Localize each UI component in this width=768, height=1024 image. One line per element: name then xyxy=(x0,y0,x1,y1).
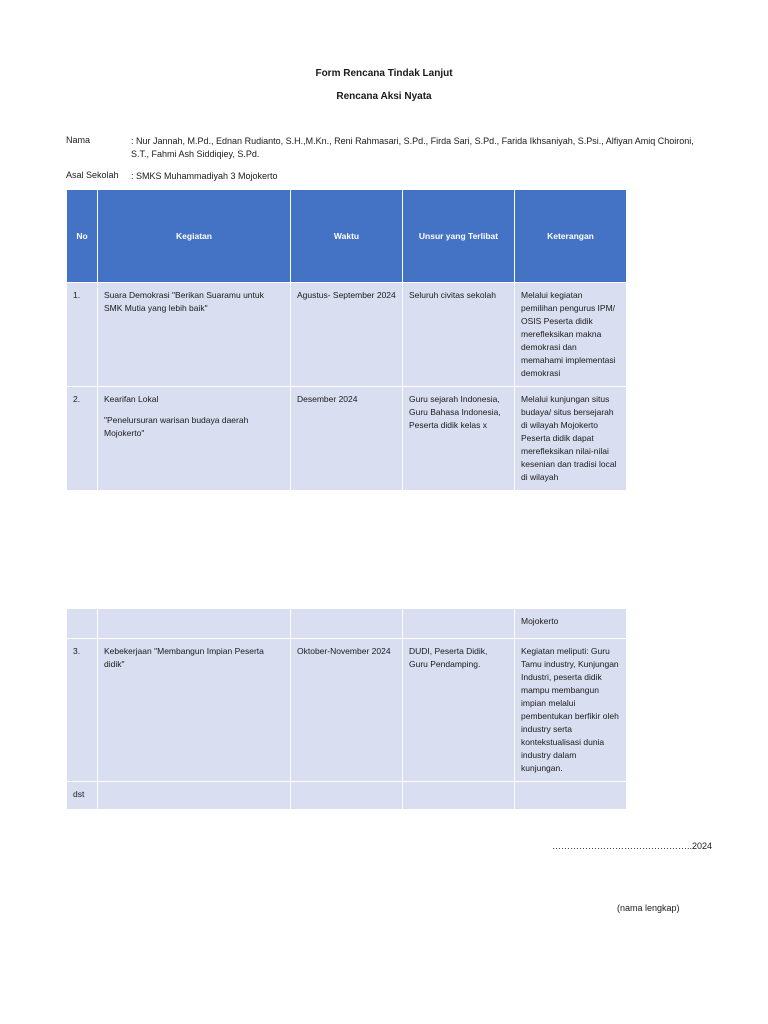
cell-kegiatan: Suara Demokrasi "Berikan Suaramu untuk SMK Mutia yang lebih baik" xyxy=(98,283,291,387)
header-waktu: Waktu xyxy=(291,190,403,283)
action-plan-table xyxy=(66,189,627,491)
table-header-row xyxy=(67,190,627,283)
table-row xyxy=(67,283,627,387)
cell-waktu xyxy=(291,782,403,810)
form-subtitle: Rencana Aksi Nyata xyxy=(336,91,432,102)
cell-unsur: Guru sejarah Indonesia, Guru Bahasa Indonesia, Peserta didik kelas x xyxy=(403,387,515,491)
form-title: Form Rencana Tindak Lanjut xyxy=(315,68,453,79)
nama-label: Nama xyxy=(66,135,91,145)
table-row xyxy=(67,609,627,639)
cell-waktu: Agustus- September 2024 xyxy=(291,283,403,387)
header-no: No xyxy=(67,190,98,283)
cell-waktu: Desember 2024 xyxy=(291,387,403,491)
cell-unsur: DUDI, Peserta Didik, Guru Pendamping. xyxy=(403,639,515,782)
kegiatan-title: Kearifan Lokal xyxy=(104,394,159,404)
table-row xyxy=(67,782,627,810)
cell-unsur xyxy=(403,782,515,810)
cell-no: 1. xyxy=(67,283,98,387)
kegiatan-subtitle: "Penelursuran warisan budaya daerah Mojokerto" xyxy=(104,415,249,438)
cell-keterangan xyxy=(515,782,627,810)
asal-sekolah-label: Asal Sekolah xyxy=(66,170,119,180)
asal-sekolah-value: : SMKS Muhammadiyah 3 Mojokerto xyxy=(131,171,278,181)
cell-kegiatan xyxy=(98,782,291,810)
header-kegiatan: Kegiatan xyxy=(98,190,291,283)
cell-unsur xyxy=(403,609,515,639)
header-unsur: Unsur yang Terlibat xyxy=(403,190,515,283)
signature-date: ………………………………………..2024 xyxy=(552,841,713,851)
cell-kegiatan xyxy=(98,387,291,491)
cell-waktu xyxy=(291,609,403,639)
cell-kegiatan xyxy=(98,609,291,639)
nama-value: : Nur Jannah, M.Pd., Ednan Rudianto, S.H.,M.Kn., Reni Rahmasari, S.Pd., Firda Sari, S.Pd., Farida Ikhsaniyah, S.Psi., Alfiyan Amiq Choironi, S.T., Fahmi Ash Siddiqiey, S.Pd. xyxy=(131,136,694,159)
cell-waktu: Oktober-November 2024 xyxy=(291,639,403,782)
cell-keterangan: Mojokerto xyxy=(515,609,627,639)
signature-name-placeholder: (nama lengkap) xyxy=(617,903,680,913)
table-row xyxy=(67,387,627,491)
cell-keterangan: Melalui kegiatan pemilihan pengurus IPM/ OSIS Peserta didik merefleksikan makna demokrasi dan memahami implementasi demokrasi xyxy=(515,283,627,387)
cell-no xyxy=(67,609,98,639)
table-row xyxy=(67,639,627,782)
cell-no: dst xyxy=(67,782,98,810)
cell-keterangan: Melalui kunjungan situs budaya/ situs bersejarah di wilayah Mojokerto Peserta didik dapat merefleksikan nilai-nilai kesenian dan tradisi local di wilayah xyxy=(515,387,627,491)
action-plan-table-continued xyxy=(66,608,627,810)
cell-kegiatan: Kebekerjaan "Membangun Impian Peserta didik" xyxy=(98,639,291,782)
cell-no: 2. xyxy=(67,387,98,491)
cell-no: 3. xyxy=(67,639,98,782)
cell-unsur: Seluruh civitas sekolah xyxy=(403,283,515,387)
cell-keterangan: Kegiatan meliputi: Guru Tamu industry, Kunjungan Industri, peserta didik mampu membangun impian melalui pembentukan berfikir oleh industry serta kontekstualisasi dunia industry dalam kunjungan. xyxy=(515,639,627,782)
header-keterangan: Keterangan xyxy=(515,190,627,283)
